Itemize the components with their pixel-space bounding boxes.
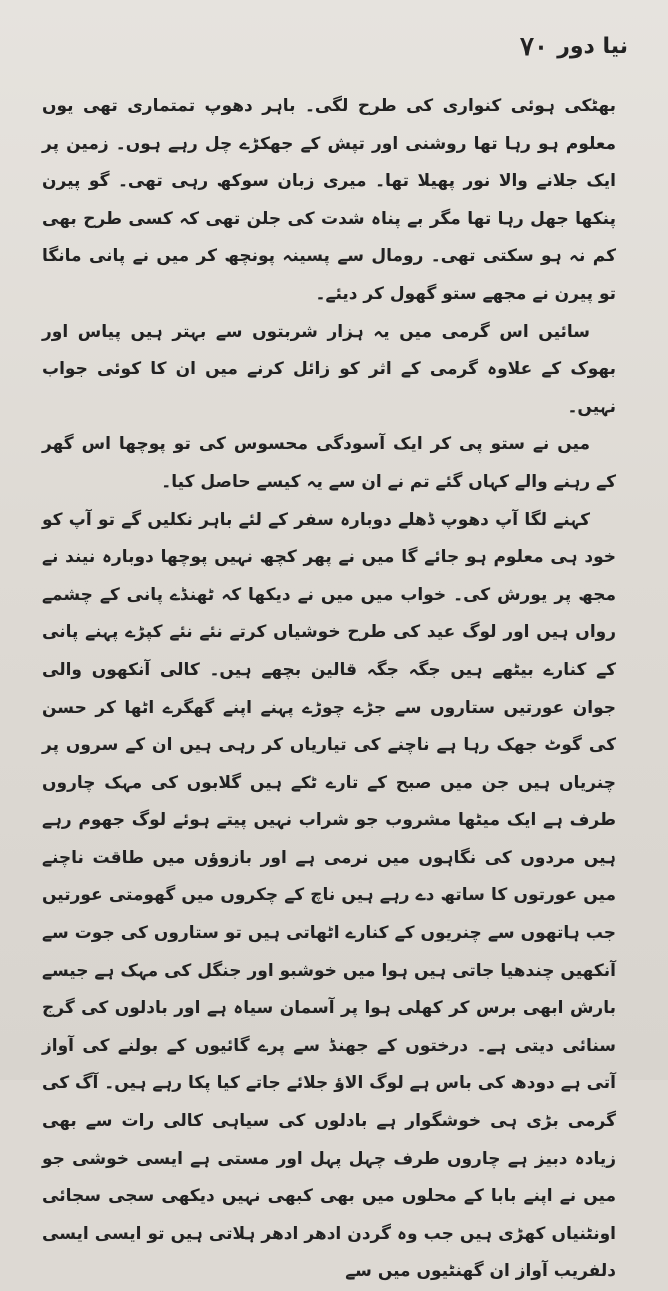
- body-text: [42, 88, 616, 1291]
- paragraph-1: بھٹکی ہوئی کنواری کی طرح لگی۔ باہر دھوپ تمتماری تھی یوں معلوم ہو رہا تھا روشنی اور تپش کے جھکڑے چل رہے ہوں۔ زمین پر ایک جلانے والا نور پھیلا تھا۔ میری زبان سوکھ رہی تھی۔ گو پیرن پنکھا جھل رہا تھا مگر بے پناہ شدت کی جلن تھی کہ کسی طرح بھی کم نہ ہو سکتی تھی۔ رومال سے پسینہ پونچھ کر میں نے پانی مانگا تو پیرن نے مجھے ستو گھول کر دیئے۔: [42, 96, 616, 304]
- page-header: [40, 26, 628, 66]
- running-head: نیا دور: [557, 34, 628, 59]
- paragraph-4: کہنے لگا آپ دھوپ ڈھلے دوبارہ سفر کے لئے باہر نکلیں گے تو آپ کو خود ہی معلوم ہو جائے گا میں نے پھر کچھ نہیں پوچھا دوبارہ نیند نے مجھ پر یورش کی۔ خواب میں میں نے دیکھا کہ ٹھنڈے پانی کے چشمے رواں ہیں اور لوگ عید کی طرح خوشیاں کرتے نئے نئے کپڑے پہنے پانی کے کنارے بیٹھے ہیں جگہ جگہ قالین بچھے ہیں۔ کالی آنکھوں والی جوان عورتیں ستاروں سے جڑے چوڑے پہنے اپنے گھگرے اٹھا کر حسن کی گوٹ جھک رہا ہے ناچنے کی تیاریاں کر رہی ہیں ان کے سروں پر چنریاں ہیں جن میں صبح کے تارے ٹکے ہیں گلابوں کی مہک چاروں طرف ہے ایک میٹھا مشروب جو شراب نہیں پیتے ہوئے لوگ جھوم رہے ہیں مردوں کی نگاہوں میں نرمی ہے اور بازوؤں میں طاقت ناچنے میں عورتوں کا ساتھ دے رہے ہیں ناچ کے چکروں میں گھومتی عورتیں جب ہاتھوں سے چنریوں کے کنارے اٹھاتی ہیں تو ستاروں کی جوت سے آنکھیں چندھیا جاتی ہیں ہوا میں خوشبو اور جنگل کی مہک ہے جیسے بارش ابھی برس کر کھلی ہوا پر آسمان سیاہ ہے اور بادلوں کی گرج سنائی دیتی ہے۔ درختوں کے جھنڈ سے پرے گائیوں کے بولنے کی آواز آتی ہے دودھ کی باس ہے لوگ الاؤ جلائے جاتے کیا پکا رہے ہیں۔ آگ کی گرمی بڑی ہی خوشگوار ہے بادلوں کی سیاہی کالی رات سے بھی زیادہ دبیز ہے چاروں طرف چہل پہل اور مستی ہے ایسی خوشی جو میں نے اپنے بابا کے محلوں میں بھی کبھی نہیں دیکھی سجی سجائی اونٹنیاں کھڑی ہیں جب وہ گردن ادھر ادھر ہلاتی ہیں تو ایسی ایسی دلفریب آواز ان گھنٹیوں میں سے: [42, 509, 616, 1282]
- page-number: ۷۰: [520, 32, 548, 62]
- paragraph-2: سائیں اس گرمی میں یہ ہزار شربتوں سے بہتر ہیں پیاس اور بھوک کے علاوہ گرمی کے اثر کو زائل کرنے میں ان کا کوئی جواب نہیں۔: [42, 321, 616, 417]
- paragraph-3: میں نے ستو پی کر ایک آسودگی محسوس کی تو پوچھا اس گھر کے رہنے والے کہاں گئے تم نے ان سے یہ کیسے حاصل کیا۔: [42, 434, 616, 492]
